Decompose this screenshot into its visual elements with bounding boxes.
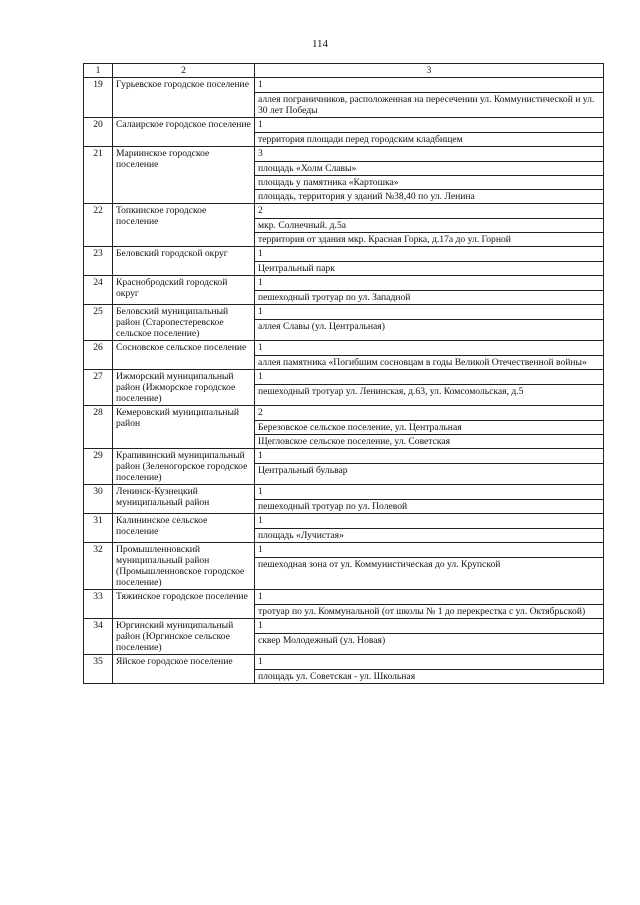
table-row: [84, 590, 604, 605]
table-row: [84, 341, 604, 356]
row-number: 35: [84, 655, 113, 684]
location-name: площадь ул. Советская - ул. Школьная: [255, 670, 604, 684]
location-name: Щегловское сельское поселение, ул. Советская: [255, 435, 604, 449]
table-row: [84, 276, 604, 291]
row-number: 33: [84, 590, 113, 619]
table-body: [84, 64, 604, 684]
locations-count: 1: [255, 341, 604, 356]
locations-count: 1: [255, 619, 604, 634]
location-name: пешеходный тротуар по ул. Западной: [255, 291, 604, 305]
table-row: [84, 305, 604, 320]
page-number: 114: [311, 38, 329, 50]
municipality-name: Топкинское городское поселение: [113, 204, 255, 247]
row-number: 32: [84, 543, 113, 590]
municipality-name: Крапивинский муниципальный район (Зеленогорское городское поселение): [113, 449, 255, 485]
location-name: пешеходная зона от ул. Коммунистическая до ул. Крупской: [255, 558, 604, 590]
table-header-row: [84, 64, 604, 78]
municipality-name: Сосновское сельское поселение: [113, 341, 255, 370]
municipality-name: Гурьевское городское поселение: [113, 78, 255, 118]
locations-count: 1: [255, 449, 604, 464]
location-name: тротуар по ул. Коммунальной (от школы № 1 до перекрестка с ул. Октябрьской): [255, 605, 604, 619]
municipality-name: Краснобродский городской округ: [113, 276, 255, 305]
municipality-name: Кемеровский муниципальный район: [113, 406, 255, 449]
municipality-name: Мариинское городское поселение: [113, 147, 255, 204]
location-name: площадь у памятника «Картошка»: [255, 176, 604, 190]
location-name: территория от здания мкр. Красная Горка, д.17а до ул. Горной: [255, 233, 604, 247]
row-number: 26: [84, 341, 113, 370]
column-header-3: 3: [255, 64, 604, 78]
municipality-name: Беловский городской округ: [113, 247, 255, 276]
location-name: Центральный бульвар: [255, 464, 604, 485]
municipality-name: Ленинск-Кузнецкий муниципальный район: [113, 485, 255, 514]
row-number: 27: [84, 370, 113, 406]
locations-count: 1: [255, 485, 604, 500]
row-number: 22: [84, 204, 113, 247]
location-name: площадь, территория у зданий №38,40 по ул. Ленина: [255, 190, 604, 204]
table-row: [84, 78, 604, 93]
locations-count: 1: [255, 247, 604, 262]
municipality-name: Ижморский муниципальный район (Ижморское городское поселение): [113, 370, 255, 406]
row-number: 25: [84, 305, 113, 341]
location-name: сквер Молодежный (ул. Новая): [255, 634, 604, 655]
column-header-1: 1: [84, 64, 113, 78]
locations-count: 1: [255, 305, 604, 320]
table-row: [84, 485, 604, 500]
row-number: 19: [84, 78, 113, 118]
locations-count: 1: [255, 276, 604, 291]
table-row: [84, 247, 604, 262]
row-number: 21: [84, 147, 113, 204]
row-number: 30: [84, 485, 113, 514]
table-row: [84, 619, 604, 634]
locations-count: 3: [255, 147, 604, 162]
table-row: [84, 514, 604, 529]
municipality-name: Яйское городское поселение: [113, 655, 255, 684]
row-number: 24: [84, 276, 113, 305]
table-row: [84, 655, 604, 670]
row-number: 29: [84, 449, 113, 485]
location-name: территория площади перед городским кладбищем: [255, 133, 604, 147]
row-number: 28: [84, 406, 113, 449]
municipality-name: Беловский муниципальный район (Старопестеревское сельское поселение): [113, 305, 255, 341]
table-row: [84, 449, 604, 464]
row-number: 23: [84, 247, 113, 276]
table-row: [84, 147, 604, 162]
locations-count: 1: [255, 118, 604, 133]
table-row: [84, 543, 604, 558]
location-name: мкр. Солнечный. д.5а: [255, 219, 604, 233]
table-row: [84, 204, 604, 219]
municipality-name: Калининское сельское поселение: [113, 514, 255, 543]
municipality-name: Юргинский муниципальный район (Юргинское сельское поселение): [113, 619, 255, 655]
locations-count: 2: [255, 204, 604, 219]
locations-count: 1: [255, 655, 604, 670]
location-name: пешеходный тротуар по ул. Полевой: [255, 500, 604, 514]
table-row: [84, 406, 604, 421]
location-name: Центральный парк: [255, 262, 604, 276]
locations-count: 1: [255, 543, 604, 558]
localities-table: [83, 63, 604, 684]
location-name: пешеходный тротуар ул. Ленинская, д.63, ул. Комсомольская, д.5: [255, 385, 604, 406]
locations-count: 1: [255, 370, 604, 385]
locations-count: 1: [255, 590, 604, 605]
location-name: площадь «Холм Славы»: [255, 162, 604, 176]
locations-count: 1: [255, 78, 604, 93]
column-header-2: 2: [113, 64, 255, 78]
row-number: 34: [84, 619, 113, 655]
row-number: 31: [84, 514, 113, 543]
municipality-name: Промышленновский муниципальный район (Промышленновское городское поселение): [113, 543, 255, 590]
locations-count: 2: [255, 406, 604, 421]
location-name: аллея памятника «Погибшим сосновцам в годы Великой Отечественной войны»: [255, 356, 604, 370]
table-row: [84, 370, 604, 385]
municipality-name: Тяжинское городское поселение: [113, 590, 255, 619]
row-number: 20: [84, 118, 113, 147]
municipality-name: Салаирское городское поселение: [113, 118, 255, 147]
location-name: аллея Славы (ул. Центральная): [255, 320, 604, 341]
locations-count: 1: [255, 514, 604, 529]
table-row: [84, 118, 604, 133]
location-name: площадь «Лучистая»: [255, 529, 604, 543]
location-name: аллея пограничников, расположенная на пересечении ул. Коммунистической и ул. 30 лет Победы: [255, 93, 604, 118]
location-name: Березовское сельское поселение, ул. Центральная: [255, 421, 604, 435]
